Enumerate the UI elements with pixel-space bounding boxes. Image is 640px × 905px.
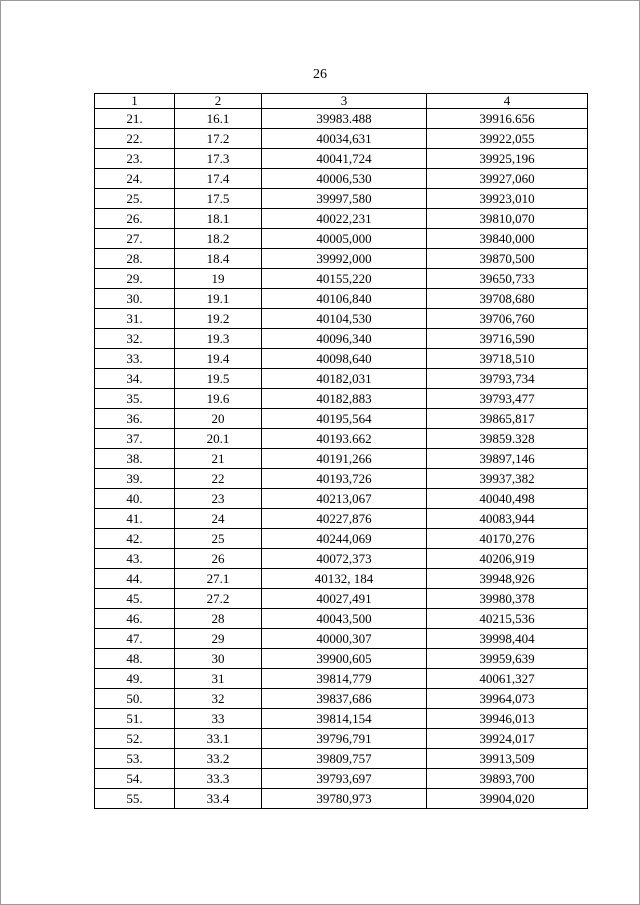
table-row [95,789,588,809]
point-number-cell: 19.6 [175,389,262,409]
table-row [95,349,588,369]
table-row [95,769,588,789]
y-coordinate-cell: 39859.328 [427,429,588,449]
point-number-cell: 33.2 [175,749,262,769]
x-coordinate-cell: 39780,973 [262,789,427,809]
x-coordinate-cell: 40191,266 [262,449,427,469]
point-number-cell: 19.4 [175,349,262,369]
table-row [95,609,588,629]
table-row [95,169,588,189]
table-row [95,569,588,589]
x-coordinate-cell: 40034,631 [262,129,427,149]
page-number: 26 [313,67,327,82]
point-number-cell: 19.2 [175,309,262,329]
point-number-cell: 17.3 [175,149,262,169]
x-coordinate-cell: 40006,530 [262,169,427,189]
table-row [95,189,588,209]
table-row [95,669,588,689]
y-coordinate-cell: 40040,498 [427,489,588,509]
coordinates-table [94,93,588,809]
point-number-cell: 32 [175,689,262,709]
point-number-cell: 31 [175,669,262,689]
point-number-cell: 23 [175,489,262,509]
y-coordinate-cell: 39793,477 [427,389,588,409]
row-number-cell: 33. [95,349,175,369]
x-coordinate-cell: 39837,686 [262,689,427,709]
x-coordinate-cell: 40096,340 [262,329,427,349]
y-coordinate-cell: 39893,700 [427,769,588,789]
row-number-cell: 46. [95,609,175,629]
x-coordinate-cell: 40041,724 [262,149,427,169]
x-coordinate-cell: 40027,491 [262,589,427,609]
point-number-cell: 18.4 [175,249,262,269]
y-coordinate-cell: 39870,500 [427,249,588,269]
y-coordinate-cell: 40215,536 [427,609,588,629]
table-row [95,329,588,349]
row-number-cell: 39. [95,469,175,489]
y-coordinate-cell: 40206,919 [427,549,588,569]
x-coordinate-cell: 39796,791 [262,729,427,749]
table-row [95,489,588,509]
point-number-cell: 29 [175,629,262,649]
table-row [95,429,588,449]
row-number-cell: 27. [95,229,175,249]
x-coordinate-cell: 40072,373 [262,549,427,569]
table-row [95,749,588,769]
table-row [95,549,588,569]
table-row [95,689,588,709]
row-number-cell: 43. [95,549,175,569]
x-coordinate-cell: 40193,726 [262,469,427,489]
x-coordinate-cell: 40227,876 [262,509,427,529]
table-row [95,729,588,749]
x-coordinate-cell: 39992,000 [262,249,427,269]
y-coordinate-cell: 40061,327 [427,669,588,689]
point-number-cell: 17.2 [175,129,262,149]
y-coordinate-cell: 39718,510 [427,349,588,369]
header-col-4: 4 [427,94,588,109]
point-number-cell: 30 [175,649,262,669]
y-coordinate-cell: 39840,000 [427,229,588,249]
x-coordinate-cell: 40000,307 [262,629,427,649]
x-coordinate-cell: 39900,605 [262,649,427,669]
x-coordinate-cell: 40244,069 [262,529,427,549]
point-number-cell: 27.2 [175,589,262,609]
point-number-cell: 18.1 [175,209,262,229]
point-number-cell: 33.1 [175,729,262,749]
table-row [95,509,588,529]
row-number-cell: 44. [95,569,175,589]
x-coordinate-cell: 40022,231 [262,209,427,229]
y-coordinate-cell: 40083,944 [427,509,588,529]
table-row [95,449,588,469]
table-row [95,409,588,429]
y-coordinate-cell: 39913,509 [427,749,588,769]
row-number-cell: 36. [95,409,175,429]
x-coordinate-cell: 40155,220 [262,269,427,289]
y-coordinate-cell: 39904,020 [427,789,588,809]
header-col-1: 1 [95,94,175,109]
y-coordinate-cell: 39948,926 [427,569,588,589]
point-number-cell: 25 [175,529,262,549]
table-row [95,289,588,309]
y-coordinate-cell: 39998,404 [427,629,588,649]
point-number-cell: 17.4 [175,169,262,189]
point-number-cell: 19.3 [175,329,262,349]
x-coordinate-cell: 39997,580 [262,189,427,209]
point-number-cell: 33.4 [175,789,262,809]
point-number-cell: 21 [175,449,262,469]
x-coordinate-cell: 40182,031 [262,369,427,389]
row-number-cell: 22. [95,129,175,149]
header-col-3: 3 [262,94,427,109]
x-coordinate-cell: 40193.662 [262,429,427,449]
y-coordinate-cell: 39897,146 [427,449,588,469]
y-coordinate-cell: 39810,070 [427,209,588,229]
table-row [95,589,588,609]
row-number-cell: 35. [95,389,175,409]
x-coordinate-cell: 39814,779 [262,669,427,689]
y-coordinate-cell: 40170,276 [427,529,588,549]
table-row [95,229,588,249]
y-coordinate-cell: 39865,817 [427,409,588,429]
point-number-cell: 19.5 [175,369,262,389]
point-number-cell: 22 [175,469,262,489]
row-number-cell: 45. [95,589,175,609]
table-row [95,209,588,229]
table-row [95,269,588,289]
point-number-cell: 28 [175,609,262,629]
table-row [95,369,588,389]
table-row [95,629,588,649]
point-number-cell: 33.3 [175,769,262,789]
table-body [95,109,588,809]
y-coordinate-cell: 39923,010 [427,189,588,209]
table-header-row [95,94,588,109]
x-coordinate-cell: 40182,883 [262,389,427,409]
y-coordinate-cell: 39964,073 [427,689,588,709]
y-coordinate-cell: 39980,378 [427,589,588,609]
x-coordinate-cell: 40104,530 [262,309,427,329]
header-col-2: 2 [175,94,262,109]
table-row [95,129,588,149]
x-coordinate-cell: 39809,757 [262,749,427,769]
point-number-cell: 20.1 [175,429,262,449]
row-number-cell: 51. [95,709,175,729]
x-coordinate-cell: 40132, 184 [262,569,427,589]
row-number-cell: 31. [95,309,175,329]
x-coordinate-cell: 39793,697 [262,769,427,789]
row-number-cell: 21. [95,109,175,129]
point-number-cell: 33 [175,709,262,729]
row-number-cell: 37. [95,429,175,449]
point-number-cell: 16.1 [175,109,262,129]
row-number-cell: 52. [95,729,175,749]
table-row [95,309,588,329]
point-number-cell: 26 [175,549,262,569]
table-row [95,389,588,409]
point-number-cell: 19 [175,269,262,289]
x-coordinate-cell: 40195,564 [262,409,427,429]
y-coordinate-cell: 39706,760 [427,309,588,329]
y-coordinate-cell: 39793,734 [427,369,588,389]
row-number-cell: 41. [95,509,175,529]
y-coordinate-cell: 39708,680 [427,289,588,309]
row-number-cell: 34. [95,369,175,389]
row-number-cell: 40. [95,489,175,509]
table-row [95,149,588,169]
row-number-cell: 25. [95,189,175,209]
row-number-cell: 48. [95,649,175,669]
x-coordinate-cell: 39983.488 [262,109,427,129]
row-number-cell: 29. [95,269,175,289]
row-number-cell: 50. [95,689,175,709]
point-number-cell: 18.2 [175,229,262,249]
x-coordinate-cell: 40043,500 [262,609,427,629]
point-number-cell: 20 [175,409,262,429]
table-row [95,649,588,669]
table-row [95,109,588,129]
x-coordinate-cell: 40005,000 [262,229,427,249]
table-row [95,709,588,729]
y-coordinate-cell: 39922,055 [427,129,588,149]
row-number-cell: 30. [95,289,175,309]
y-coordinate-cell: 39927,060 [427,169,588,189]
y-coordinate-cell: 39946,013 [427,709,588,729]
y-coordinate-cell: 39925,196 [427,149,588,169]
y-coordinate-cell: 39937,382 [427,469,588,489]
row-number-cell: 54. [95,769,175,789]
row-number-cell: 55. [95,789,175,809]
row-number-cell: 24. [95,169,175,189]
row-number-cell: 23. [95,149,175,169]
y-coordinate-cell: 39650,733 [427,269,588,289]
x-coordinate-cell: 40106,840 [262,289,427,309]
row-number-cell: 38. [95,449,175,469]
row-number-cell: 53. [95,749,175,769]
row-number-cell: 28. [95,249,175,269]
row-number-cell: 49. [95,669,175,689]
y-coordinate-cell: 39924,017 [427,729,588,749]
table-row [95,469,588,489]
point-number-cell: 19.1 [175,289,262,309]
y-coordinate-cell: 39916.656 [427,109,588,129]
table-row [95,249,588,269]
x-coordinate-cell: 40213,067 [262,489,427,509]
x-coordinate-cell: 39814,154 [262,709,427,729]
point-number-cell: 17.5 [175,189,262,209]
row-number-cell: 47. [95,629,175,649]
y-coordinate-cell: 39716,590 [427,329,588,349]
table-row [95,529,588,549]
row-number-cell: 26. [95,209,175,229]
x-coordinate-cell: 40098,640 [262,349,427,369]
row-number-cell: 42. [95,529,175,549]
y-coordinate-cell: 39959,639 [427,649,588,669]
row-number-cell: 32. [95,329,175,349]
point-number-cell: 24 [175,509,262,529]
point-number-cell: 27.1 [175,569,262,589]
